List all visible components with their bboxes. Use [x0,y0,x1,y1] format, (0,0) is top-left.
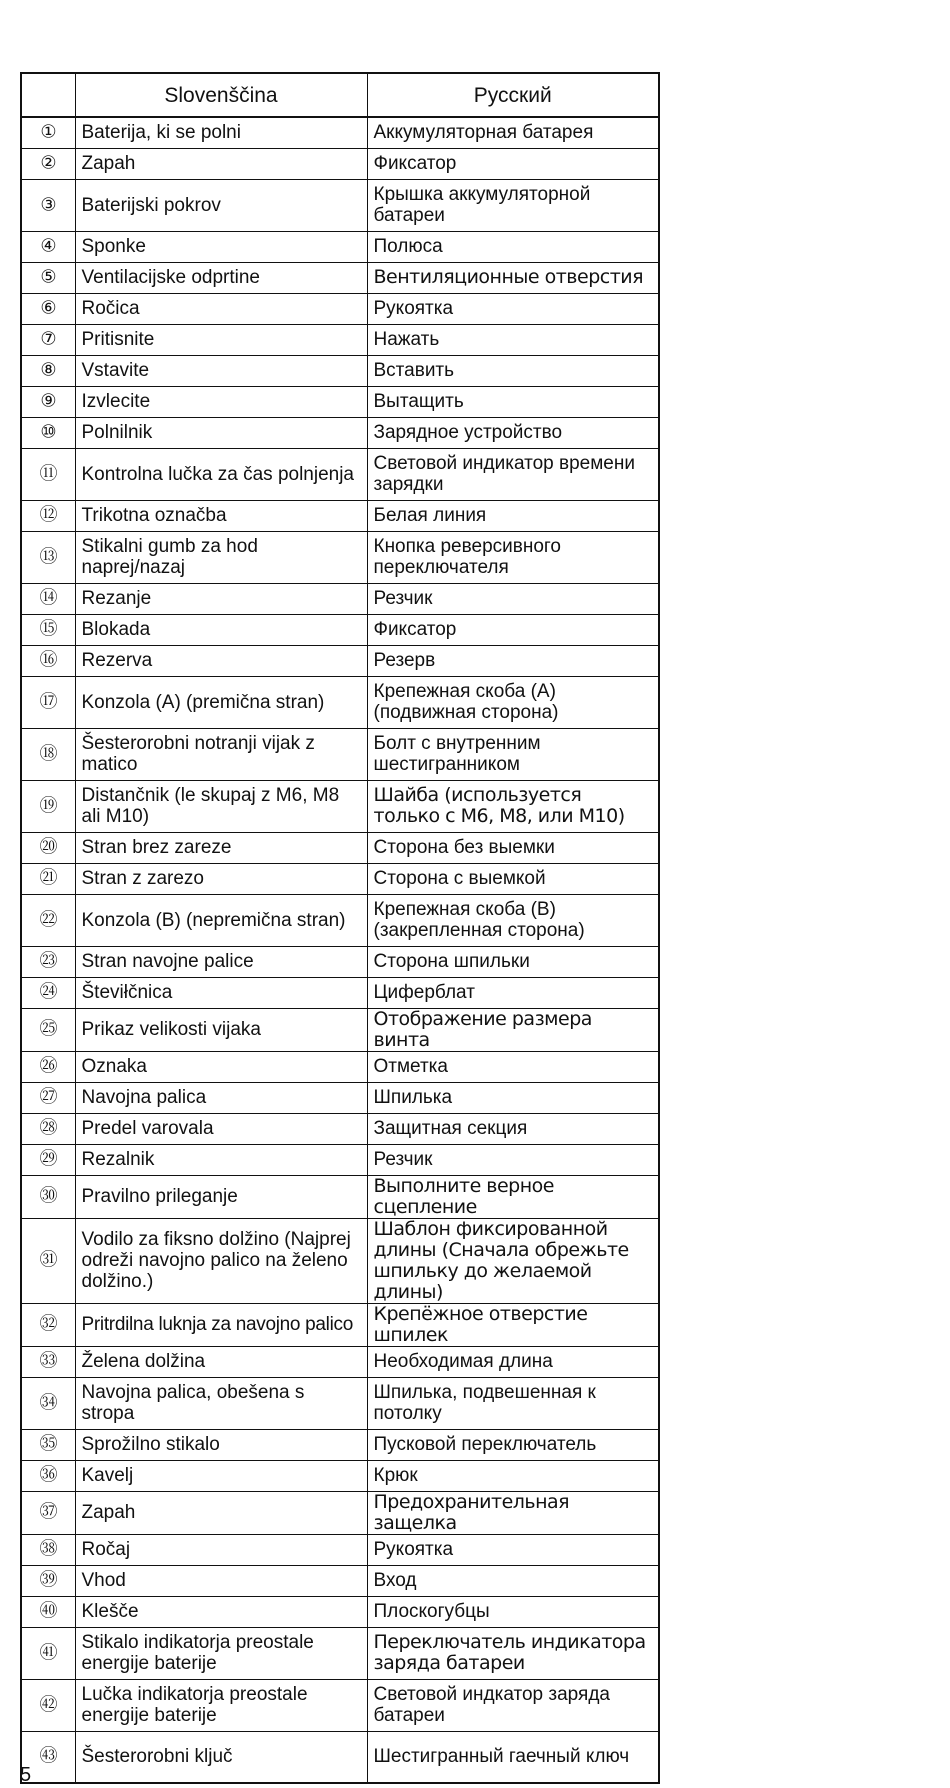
russian-term: Белая линия [367,500,659,531]
slovenian-term: Stikalni gumb za hod naprej/nazaj [75,531,367,583]
table-row [21,832,659,863]
item-number-label: ① [40,121,57,143]
table-row [21,1679,659,1731]
item-number-label: ㊵ [39,1600,58,1622]
slovenian-term: Baterija, ki se polni [75,117,367,148]
item-number [21,1051,75,1082]
item-number [21,1460,75,1491]
table-row [21,531,659,583]
item-number [21,531,75,583]
russian-term: Вставить [367,355,659,386]
russian-term: Аккумуляторная батарея [367,117,659,148]
table-row [21,1596,659,1627]
slovenian-term: Zapah [75,1491,367,1534]
table-row [21,1377,659,1429]
item-number-label: ㉓ [39,950,58,972]
table-row [21,448,659,500]
item-number-label: ⑧ [40,359,57,381]
table-row [21,1082,659,1113]
slovenian-term: Trikotna označba [75,500,367,531]
item-number [21,1491,75,1534]
table-row [21,386,659,417]
item-number-label: ㉘ [39,1117,58,1139]
russian-term: Нажать [367,324,659,355]
item-number [21,863,75,894]
slovenian-term: Navojna palica [75,1082,367,1113]
table-row [21,583,659,614]
table-row [21,894,659,946]
slovenian-term: Distančnik (le skupaj z M6, M8 ali M10) [75,780,367,832]
item-number-label: ㊳ [39,1538,58,1560]
slovenian-term: Konzola (A) (premična stran) [75,676,367,728]
slovenian-term: Stran navojne palice [75,946,367,977]
item-number-label: ㉛ [39,1249,58,1271]
item-number-label: ⑰ [39,691,58,712]
russian-term: Шайба (используется только с М6, М8, или М10) [367,780,659,832]
item-number [21,1596,75,1627]
slovenian-term: Števiłčnica [75,977,367,1008]
table-row [21,1175,659,1218]
slovenian-term: Ročaj [75,1534,367,1565]
russian-term: Рукоятка [367,1534,659,1565]
item-number [21,1218,75,1303]
russian-term: Крышка аккумуляторной батареи [367,179,659,231]
slovenian-term: Ventilacijske odprtine [75,262,367,293]
header-num [21,73,75,117]
russian-term: Отметка [367,1051,659,1082]
item-number [21,1429,75,1460]
item-number [21,1534,75,1565]
russian-term: Плоскогубцы [367,1596,659,1627]
item-number [21,231,75,262]
slovenian-term: Vstavite [75,355,367,386]
item-number-label: ⑯ [39,649,58,671]
russian-term: Выполните верное сцепление [367,1175,659,1218]
item-number-label: ⑦ [40,328,57,350]
item-number-label: ㉟ [39,1433,58,1455]
slovenian-term: Pritrdilna luknja za navojno palico [75,1303,367,1346]
russian-term: Предохранительная защелка [367,1491,659,1534]
slovenian-term: Baterijski pokrov [75,179,367,231]
item-number-label: ② [40,152,57,174]
slovenian-term: Izvlecite [75,386,367,417]
item-number-label: ⑳ [39,836,58,858]
russian-term: Шпилька [367,1082,659,1113]
item-number-label: ⑲ [39,795,58,816]
table-row [21,262,659,293]
item-number [21,324,75,355]
item-number [21,386,75,417]
slovenian-term: Stran brez zareze [75,832,367,863]
item-number-label: ㉑ [39,867,58,889]
table-row [21,1429,659,1460]
item-number [21,894,75,946]
item-number-label: ⑪ [39,463,58,484]
slovenian-term: Pritisnite [75,324,367,355]
russian-term: Сторона без выемки [367,832,659,863]
table-row [21,1460,659,1491]
item-number-label: ㉔ [39,981,58,1003]
russian-term: Световой индикатор времени зарядки [367,448,659,500]
slovenian-term: Rezanje [75,583,367,614]
item-number-label: ⑱ [39,743,58,764]
russian-term: Крепежная скоба (В) (закрепленная сторона) [367,894,659,946]
item-number [21,417,75,448]
item-number-label: ⑥ [40,297,57,319]
item-number [21,117,75,148]
slovenian-term: Lučka indikatorja preostale energije baterije [75,1679,367,1731]
table-row [21,676,659,728]
slovenian-term: Stran z zarezo [75,863,367,894]
item-number [21,1303,75,1346]
table-row [21,148,659,179]
russian-term: Фиксатор [367,148,659,179]
slovenian-term: Konzola (B) (nepremična stran) [75,894,367,946]
russian-term: Вытащить [367,386,659,417]
table-row [21,1627,659,1679]
item-number [21,1627,75,1679]
item-number-label: ㊱ [39,1464,58,1486]
table-row [21,1144,659,1175]
table-row [21,293,659,324]
russian-term: Защитная секция [367,1113,659,1144]
item-number-label: ㊷ [39,1694,58,1715]
item-number [21,676,75,728]
table-row [21,946,659,977]
table-row [21,614,659,645]
item-number [21,946,75,977]
slovenian-term: Šesterorobni ključ [75,1731,367,1783]
item-number [21,355,75,386]
slovenian-term: Zapah [75,148,367,179]
item-number [21,148,75,179]
item-number [21,1175,75,1218]
item-number [21,780,75,832]
russian-term: Резерв [367,645,659,676]
russian-term: Фиксатор [367,614,659,645]
russian-term: Крюк [367,1460,659,1491]
item-number-label: ㉕ [39,1018,58,1040]
slovenian-term: Ročica [75,293,367,324]
item-number [21,1679,75,1731]
item-number [21,977,75,1008]
page-number: 5 [20,1764,32,1786]
table-row [21,1303,659,1346]
russian-term: Необходимая длина [367,1346,659,1377]
slovenian-term: Oznaka [75,1051,367,1082]
item-number [21,614,75,645]
item-number-label: ⑬ [39,546,58,567]
item-number-label: ⑫ [39,504,58,526]
russian-term: Резчик [367,1144,659,1175]
russian-term: Шестигранный гаечный ключ [367,1731,659,1783]
slovenian-term: Vodilo za fiksno dolžino (Najprej odreži navojno palico na želeno dolžino.) [75,1218,367,1303]
russian-term: Переключатель индикатора заряда батареи [367,1627,659,1679]
item-number-label: ㊸ [39,1745,58,1767]
item-number-label: ㉗ [39,1086,58,1108]
russian-term: Отображение размера винта [367,1008,659,1051]
russian-term: Вентиляционные отверстия [367,262,659,293]
item-number [21,179,75,231]
slovenian-term: Predel varovala [75,1113,367,1144]
russian-term: Крепежная скоба (А) (подвижная сторона) [367,676,659,728]
item-number [21,832,75,863]
item-number [21,293,75,324]
item-number-label: ㉝ [39,1350,58,1372]
slovenian-term: Kontrolna lučka za čas polnjenja [75,448,367,500]
slovenian-term: Navojna palica, obešena s stropa [75,1377,367,1429]
table-body [21,117,659,1783]
table-row [21,1731,659,1783]
item-number [21,1565,75,1596]
table-row [21,117,659,148]
table-row [21,417,659,448]
table-row [21,1008,659,1051]
table-row [21,231,659,262]
parts-table [20,72,660,1784]
slovenian-term: Klešče [75,1596,367,1627]
item-number [21,1144,75,1175]
item-number [21,728,75,780]
item-number-label: ⑭ [39,587,58,609]
item-number-label: ④ [40,235,57,257]
russian-term: Световой индкатор заряда батареи [367,1679,659,1731]
russian-term: Полюса [367,231,659,262]
slovenian-term: Pravilno prileganje [75,1175,367,1218]
russian-term: Шпилька, подвешенная к потолку [367,1377,659,1429]
russian-term: Вход [367,1565,659,1596]
table-row [21,728,659,780]
item-number [21,583,75,614]
item-number-label: ⑨ [40,390,57,412]
table-row [21,500,659,531]
header-russian: Русский [367,73,659,117]
item-number-label: ㊲ [39,1501,58,1523]
item-number [21,262,75,293]
russian-term: Резчик [367,583,659,614]
item-number [21,645,75,676]
item-number [21,1346,75,1377]
item-number-label: ㊶ [39,1642,58,1663]
header-slovenian: Slovenščina [75,73,367,117]
table-row [21,1565,659,1596]
slovenian-term: Rezerva [75,645,367,676]
slovenian-term: Sponke [75,231,367,262]
russian-term: Циферблат [367,977,659,1008]
item-number-label: ㉖ [39,1055,58,1077]
slovenian-term: Šesterorobni notranji vijak z matico [75,728,367,780]
slovenian-term: Sprožilno stikalo [75,1429,367,1460]
russian-term: Болт с внутренним шестигранником [367,728,659,780]
slovenian-term: Rezalnik [75,1144,367,1175]
russian-term: Кнопка реверсивного переключателя [367,531,659,583]
item-number [21,448,75,500]
table-row [21,179,659,231]
slovenian-term: Prikaz velikosti vijaka [75,1008,367,1051]
russian-term: Зарядное устройство [367,417,659,448]
item-number-label: ㉞ [39,1392,58,1413]
table-row [21,324,659,355]
item-number-label: ⑤ [40,266,57,288]
table-row [21,1051,659,1082]
table-row [21,1113,659,1144]
item-number-label: ⑮ [39,618,58,640]
table-row [21,1491,659,1534]
table-row [21,780,659,832]
russian-term: Шаблон фиксированной длины (Сначала обрежьте шпильку до желаемой длины) [367,1218,659,1303]
table-row [21,1346,659,1377]
slovenian-term: Stikalo indikatorja preostale energije baterije [75,1627,367,1679]
table-row [21,977,659,1008]
slovenian-term: Vhod [75,1565,367,1596]
slovenian-term: Polnilnik [75,417,367,448]
header-row [21,73,659,117]
slovenian-term: Kavelj [75,1460,367,1491]
item-number [21,500,75,531]
slovenian-term: Blokada [75,614,367,645]
item-number-label: ㉚ [39,1185,58,1207]
table-row [21,1218,659,1303]
russian-term: Пусковой переключатель [367,1429,659,1460]
item-number-label: ㊴ [39,1569,58,1591]
item-number-label: ③ [40,194,57,215]
russian-term: Сторона с выемкой [367,863,659,894]
table-row [21,355,659,386]
item-number-label: ⑩ [40,421,57,443]
russian-term: Крепёжное отверстие шпилек [367,1303,659,1346]
item-number [21,1113,75,1144]
table-row [21,645,659,676]
table-row [21,1534,659,1565]
table-row [21,863,659,894]
item-number [21,1082,75,1113]
item-number-label: ㉙ [39,1148,58,1170]
russian-term: Сторона шпильки [367,946,659,977]
russian-term: Рукоятка [367,293,659,324]
item-number-label: ㉜ [39,1313,58,1335]
item-number [21,1377,75,1429]
item-number [21,1008,75,1051]
slovenian-term: Želena dolžina [75,1346,367,1377]
item-number-label: ㉒ [39,909,58,930]
